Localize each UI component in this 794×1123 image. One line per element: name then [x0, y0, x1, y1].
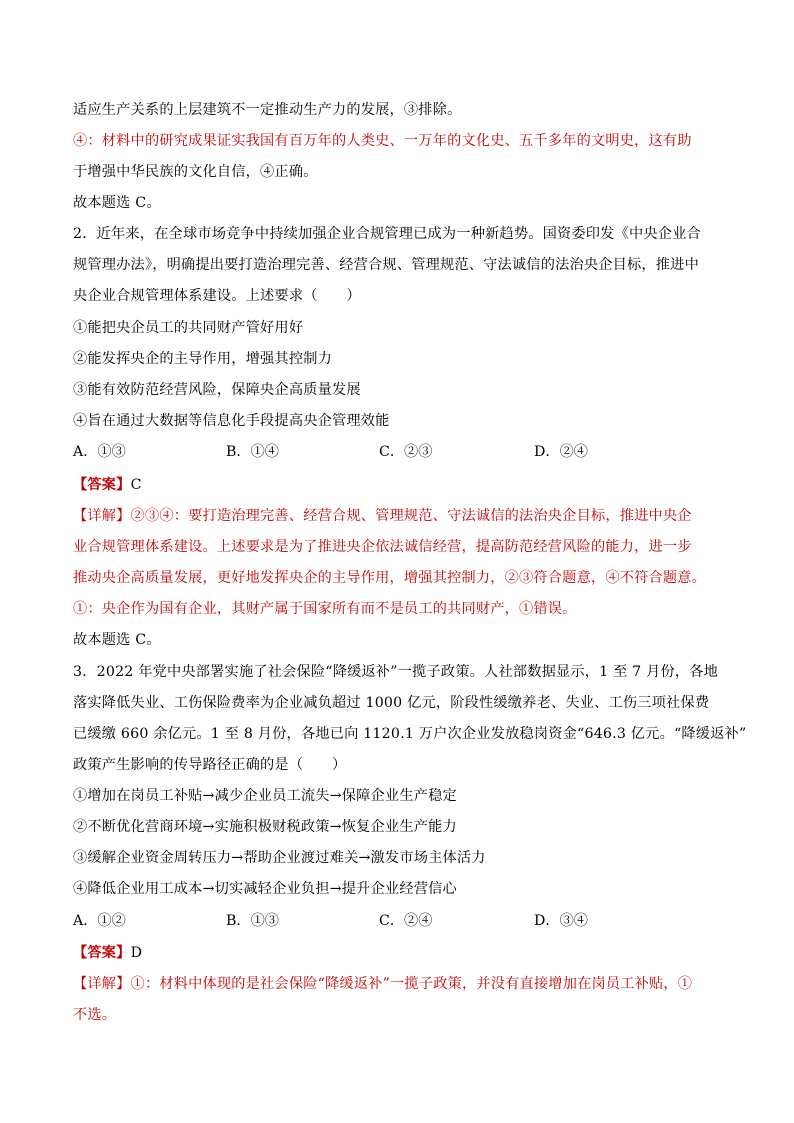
option-d: D．③④	[534, 913, 588, 929]
detail-line: 【详解】①：材料中体现的是社会保险“降缓返补”一揽子政策，并没有直接增加在岗员工补贴，①	[73, 976, 693, 992]
detail-line: ①：央企作为国有企业，其财产属于国家所有而不是员工的共同财产，①错误。	[73, 601, 577, 617]
text-line: 于增强中华民族的文化自信，④正确。	[73, 164, 318, 180]
question-2-stem: 规管理办法》，明确提出要打造治理完善、经营合规、管理规范、守法诚信的法治央企目标，推进中	[73, 257, 699, 273]
statement-item: ②不断优化营商环境→实施积极财税政策→恢复企业生产能力	[73, 819, 457, 835]
option-c: C．②④	[379, 913, 433, 929]
detail-line: 故本题选 C。	[73, 632, 161, 648]
detail-line: 推动央企高质量发展，更好地发挥央企的主导作用，增强其控制力，②③符合题意，④不符合题意。	[73, 570, 707, 586]
answer-tag: 【答案】	[73, 477, 131, 493]
answer-line	[73, 943, 733, 963]
question-3-stem: 落实降低失业、工伤保险费率为企业减负超过 1000 亿元，阶段性缓缴养老、失业、工伤三项社保费	[73, 695, 710, 711]
statement-item: ①能把央企员工的共同财产管好用好	[73, 320, 304, 336]
detail-line: 【详解】②③④：要打造治理完善、经营合规、管理规范、守法诚信的法治央企目标，推进中央企	[73, 508, 692, 524]
answer-value: D	[130, 945, 143, 961]
option-b: B．①③	[226, 913, 279, 929]
option-c: C．②③	[379, 444, 433, 460]
statement-item: ③缓解企业资金周转压力→帮助企业渡过难关→激发市场主体活力	[73, 850, 486, 866]
question-2-stem: 央企业合规管理体系建设。上述要求（ ）	[73, 288, 361, 304]
text-line: 故本题选 C。	[73, 195, 161, 211]
question-3-stem: 政策产生影响的传导路径正确的是（ ）	[73, 757, 347, 773]
answer-tag: 【答案】	[73, 945, 131, 961]
statement-item: ②能发挥央企的主导作用，增强其控制力	[73, 351, 332, 367]
answer-value: C	[130, 477, 142, 493]
statement-item: ④旨在通过大数据等信息化手段提高央企管理效能	[73, 413, 390, 429]
detail-line: 不选。	[73, 1007, 117, 1023]
answer-line	[73, 475, 733, 495]
option-a: A．①②	[73, 913, 126, 929]
question-3-stem: 已缓缴 660 余亿元。1 至 8 月份，各地已向 1120.1 万户次企业发放稳岗资金“646.3 亿元。“降缓返补”	[73, 726, 747, 742]
text-line: ④：材料中的研究成果证实我国有百万年的人类史、一万年的文化史、五千多年的文明史，这有助	[73, 133, 692, 149]
statement-item: ③能有效防范经营风险，保障央企高质量发展	[73, 382, 361, 398]
detail-line: 业合规管理体系建设。上述要求是为了推进央企依法诚信经营，提高防范经营风险的能力，进一步	[73, 539, 692, 555]
question-2-stem: 2．近年来，在全球市场竞争中持续加强企业合规管理已成为一种新趋势。国资委印发《中央企业合	[73, 226, 701, 242]
statement-item: ①增加在岗员工补贴→减少企业员工流失→保障企业生产稳定	[73, 788, 457, 804]
text-line: 适应生产关系的上层建筑不一定推动生产力的发展，③排除。	[73, 102, 462, 118]
option-a: A．①③	[73, 444, 126, 460]
option-d: D．②④	[534, 444, 588, 460]
option-b: B．①④	[226, 444, 279, 460]
question-3-stem: 3．2022 年党中央部署实施了社会保险“降缓返补”一揽子政策。人社部数据显示，1 至 7 月份，各地	[73, 664, 719, 680]
statement-item: ④降低企业用工成本→切实减轻企业负担→提升企业经营信心	[73, 881, 457, 897]
